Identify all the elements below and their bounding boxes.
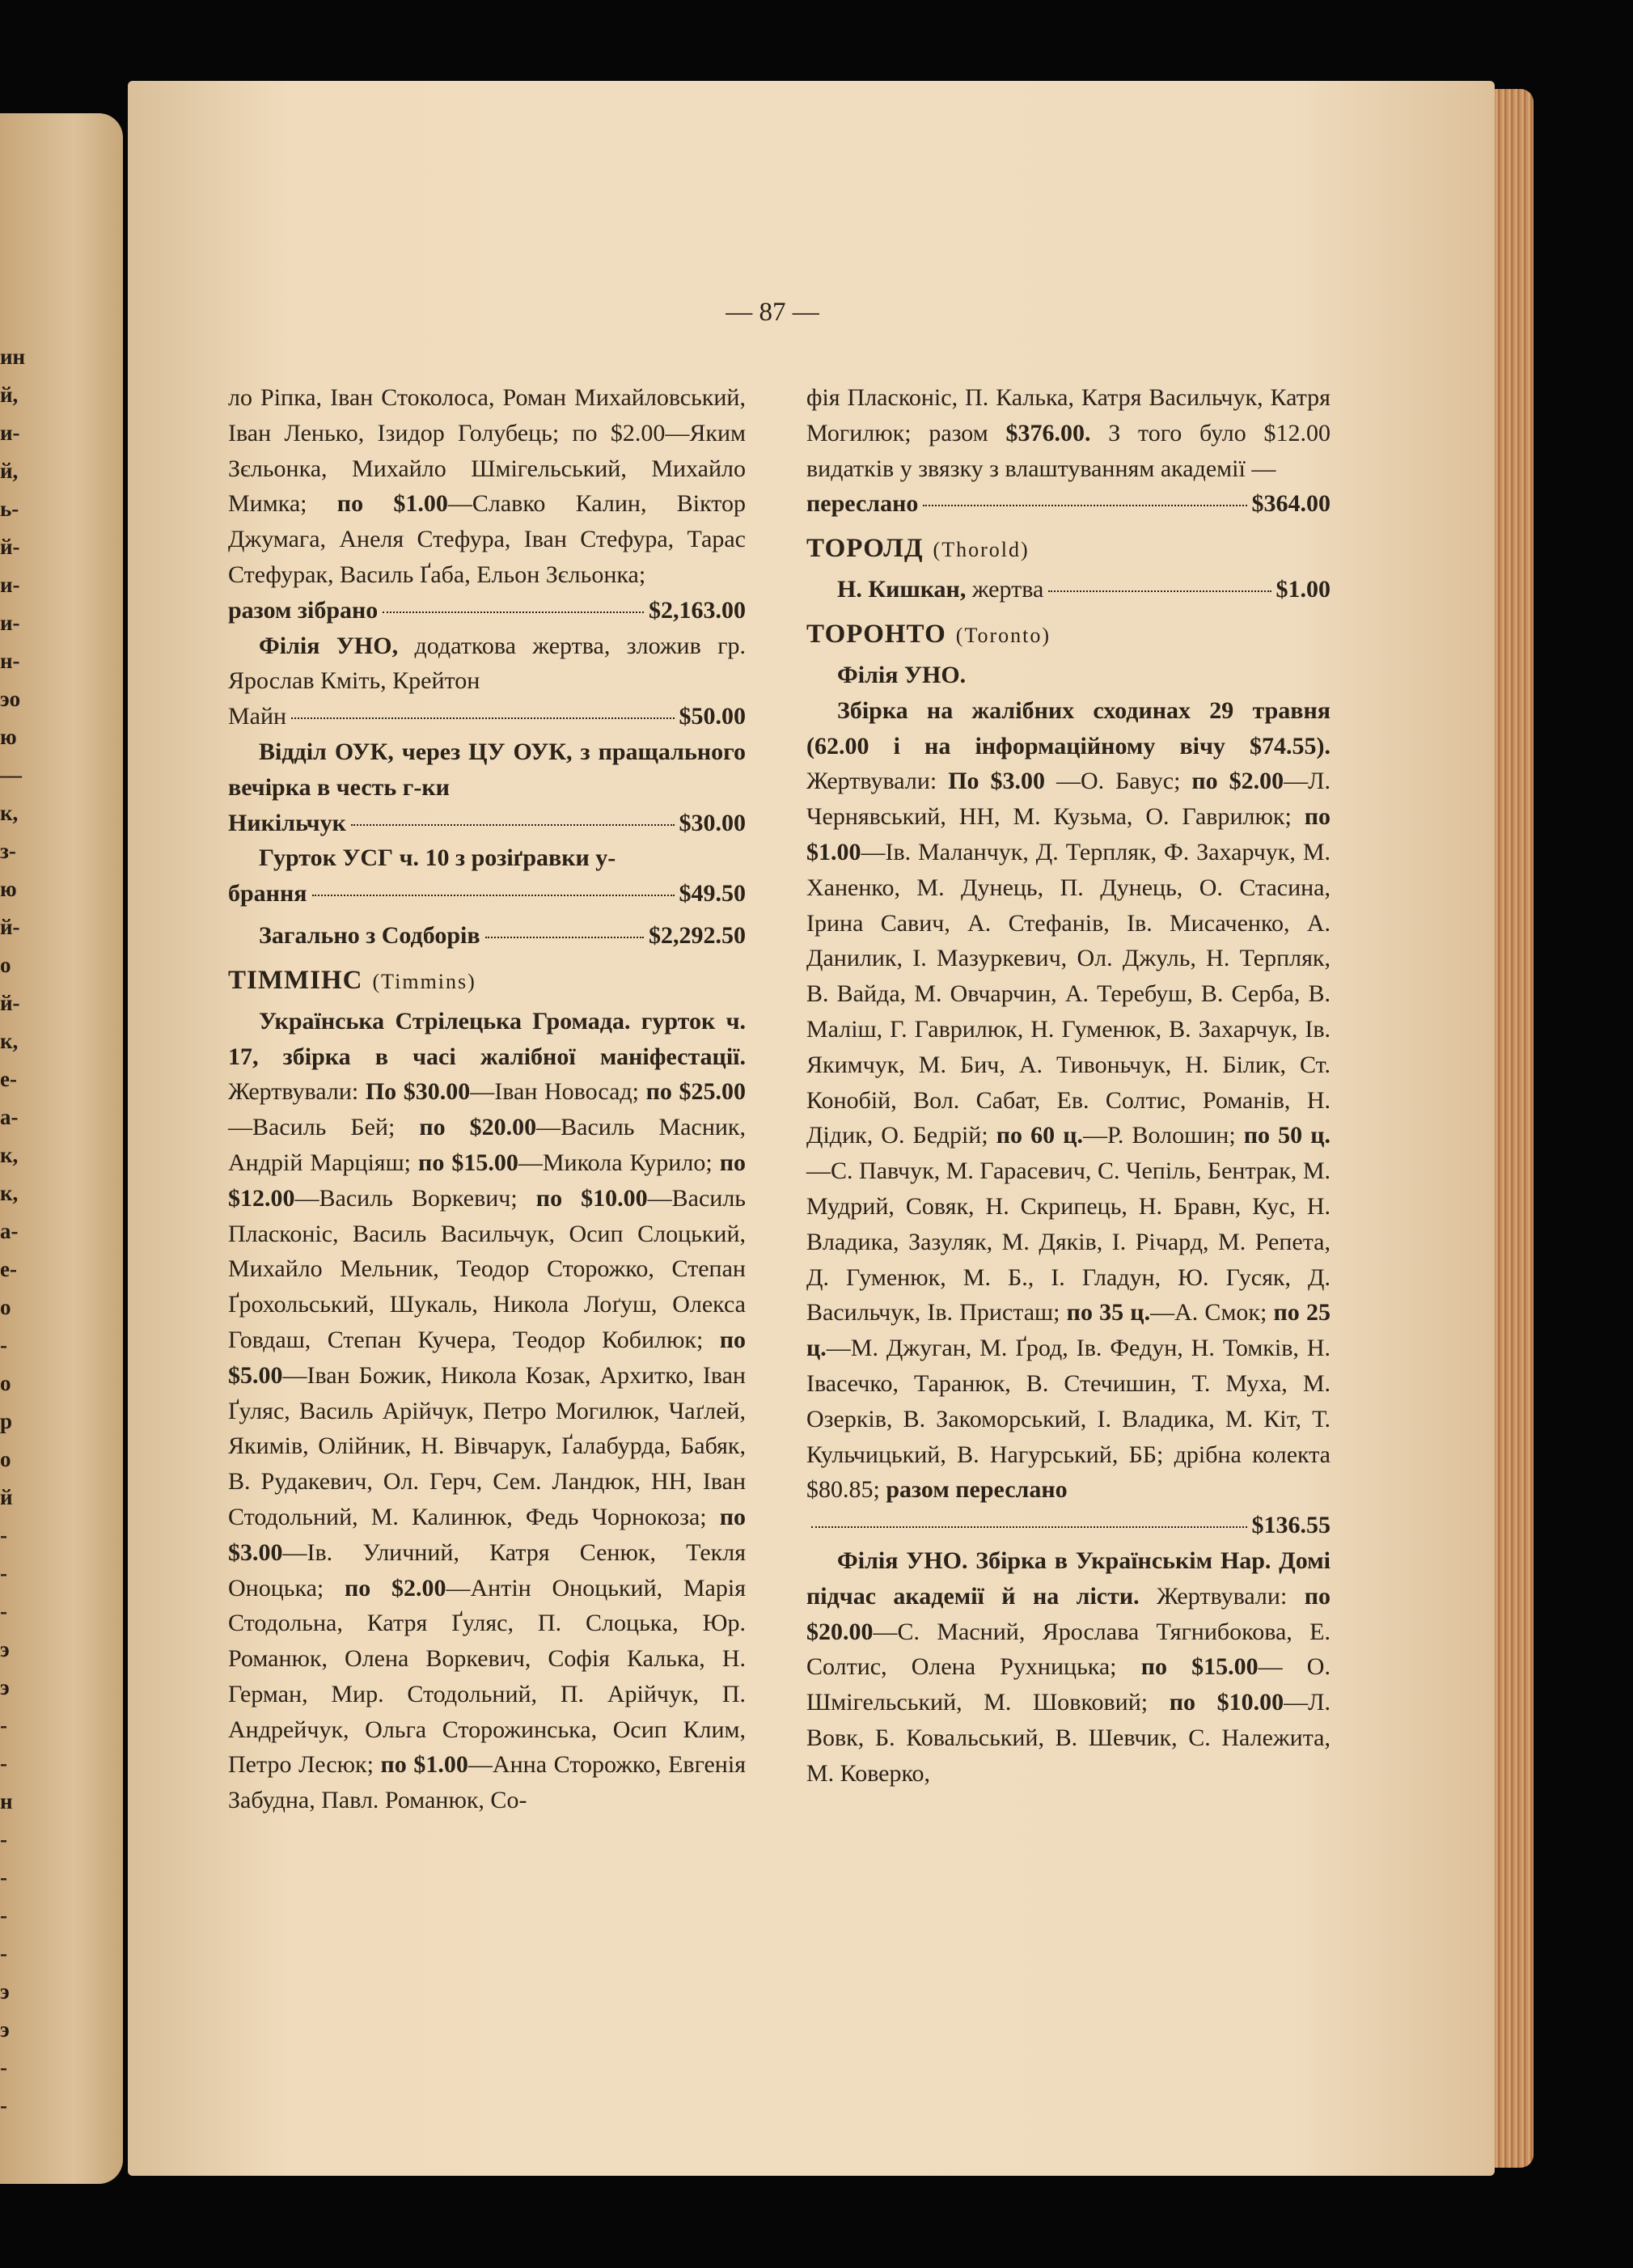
left-page-fragment: е- [0,1067,17,1091]
left-page-fragment: - [0,1751,7,1775]
left-page-fragment: й, [0,383,19,407]
total-line: переслано $364.00 [806,490,1331,518]
paragraph: Відділ ОУК, через ЦУ ОУК, з пращального вечірка в честь г-ки [228,738,746,801]
left-page-fragment: - [0,1713,7,1737]
page-stack-edge [1495,89,1534,2168]
left-page-fragment: - [0,1561,7,1585]
left-page-fragment: а- [0,1105,19,1129]
left-page-fragment: к, [0,1181,19,1205]
left-page-fragment: о [0,1295,11,1319]
left-page-fragment: ю [0,725,17,749]
left-page-fragment: ю [0,877,17,901]
section-heading: ТОРОНТО (Toronto) [806,619,1051,649]
left-page-fragment: е- [0,1257,17,1281]
left-page-fragment: — [0,763,22,787]
left-page-fragments [0,338,32,2125]
left-page-fragment: - [0,1333,7,1357]
total-line: разом зібрано $2,163.00 [228,596,746,624]
paragraph: фія Пласконіс, П. Калька, Катря Васильчук, Катря Могилюк; разом $376.00. З того було $12.00 видатків у звязку з влаштуванням академії — [806,384,1331,482]
total-line: Майн $50.00 [228,703,746,730]
paragraph: ло Ріпка, Іван Стоколоса, Роман Михайловський, Іван Ленько, Ізидор Голубець; по $2.00—Яким Зєльонка, Михайло Шмігельський, Михайло Мимка; по $1.00—Славко Калин, Віктор Джумага, Анеля Стефура, Іван Стефура, Тарас Стефурак, Василь Ґаба, Ельон Зєльонка; [228,384,746,588]
total-line: Н. Кишкан, жертва $1.00 [837,576,1331,603]
left-page-fragment: - [0,2055,7,2080]
left-page-fragment: - [0,1523,7,1547]
right-column [806,380,1331,1791]
left-page-fragment: й, [0,459,19,483]
left-page-fragment: р [0,1409,13,1433]
left-page-fragment: о [0,1371,11,1395]
grand-total-line: Загально з Содборів $2,292.50 [259,921,746,949]
paragraph: Українська Стрілецька Громада. гурток ч. 17, збірка в часі жалібної маніфестації. Жертвували: По $30.00—Іван Новосад; по $25.00—Василь Бей; по $20.00—Василь Масник, Андрій Марціяш; по $15.00—Микола Курило; по $12.00—Василь Воркевич; по $10.00—Василь Пласконіс, Василь Васильчук, Осип Слоцький, Михайло Мельник, Теодор Сторожко, Степан Ґрохольський, Шукаль, Никола Лоґуш, Олекса Говдаш, Степан Кучера, Теодор Кобилюк; по $5.00—Іван Божик, Никола Козак, Архитко, Іван Ґуляс, Василь Арійчук, Петро Могилюк, Чаґлей, Якимів, Олійник, Н. Вівчарук, Ґалабурда, Бабяк, В. Рудакевич, Ол. Герч, Сем. Ландюк, НН, Іван Стодольний, М. Калинюк, Федь Чорнокоза; по $3.00—Ів. Уличний, Катря Сенюк, Текля Оноцька; по $2.00—Антін Оноцький, Марія Стодольна, Катря Ґуляс, П. Слоцька, Юр. Романюк, Олена Воркевич, Софія Калька, Н. Герман, Мир. Стодольний, П. Арійчук, П. Андрейчук, Ольга Сторожинська, Осип Клим, Петро Лесюк; по $1.00—Анна Сторожко, Евгенія Забудна, Павл. Романюк, Со- [228,1007,746,1814]
paragraph: Гурток УСГ ч. 10 з розіґравки у- [259,844,616,872]
left-page-fragment: - [0,1865,7,1889]
left-page-fragment: ин [0,345,26,369]
left-page-fragment: й- [0,991,20,1015]
left-page-fragment: э [0,1637,10,1661]
total-line: Никільчук $30.00 [228,809,746,836]
left-page-fragment: - [0,1903,7,1927]
left-page-fragment: и- [0,573,20,597]
total-line: брання $49.50 [228,880,746,908]
left-page-fragment: й [0,1485,13,1509]
subheading: Філія УНО. [837,661,967,688]
left-page-fragment: эо [0,687,21,711]
left-page-fragment: и- [0,611,20,635]
paragraph: Філія УНО, додаткова жертва, зложив гр. Ярослав Кміть, Крейтон [228,632,746,695]
total-line: $136.55 [806,1508,1331,1543]
left-page-fragment: й- [0,535,20,559]
paragraph: Збірка на жалібних сходинах 29 травня (62.00 і на інформаційному вічу $74.55). Жертвували: По $3.00 —О. Бавус; по $2.00—Л. Чернявський, НН, М. Кузьма, О. Гаврилюк; по $1.00—Ів. Маланчук, Д. Терпляк, Ф. Захарчук, М. Ханенко, М. Дунець, П. Дунець, О. Стасина, Ірина Савич, А. Стефанів, Ів. Мисаченко, А. Данилик, І. Мазуркевич, Ол. Джуль, Н. Терпляк, В. Вайда, М. Овчарчин, А. Теребуш, В. Серба, В. Маліш, Г. Гаврилюк, Н. Гуменюк, В. Захарчук, Ів. Якимчук, М. Бич, А. Тивоньчук, Н. Білик, Ст. Конобій, Вол. Сабат, Ев. Солтис, Романів, Н. Дідик, О. Бедрій; по 60 ц.—Р. Волошин; по 50 ц.—С. Павчук, М. Гарасевич, С. Чепіль, Бентрак, М. Мудрий, Совяк, Н. Скрипець, Н. Бравн, Кус, Н. Владика, Зазуляк, М. Дяків, І. Річард, М. Репета, Д. Гуменюк, М. Б., І. Гладун, Ю. Гусяк, Д. Васильчук, Ів. Присташ; по 35 ц.—А. Смок; по 25 ц.—М. Джуган, М. Ґрод, Ів. Федун, Н. Томків, Н. Івасечко, Таранюк, В. Стечишин, Т. Муха, М. Озерків, В. Закоморський, І. Владика, М. Кіт, Т. Кульчицький, В. Нагурський, ББ; дрібна колекта $80.85; разом переслано [806,696,1331,1504]
left-page-fragment: э [0,2017,10,2042]
left-page-fragment: о [0,1447,11,1471]
left-page-fragment: н [0,1789,13,1813]
section-heading: ТОРОЛД (Thorold) [806,534,1030,564]
left-page-fragment: й- [0,915,20,939]
left-page-fragment: к, [0,1029,19,1053]
left-page-edge [0,113,123,2184]
page-number: — 87 — [726,298,819,327]
left-page-fragment: и- [0,421,20,445]
left-page-fragment: к, [0,1143,19,1167]
left-page-fragment: э [0,1675,10,1699]
left-page-fragment: - [0,1827,7,1851]
section-heading: ТІММІНС (Timmins) [228,965,476,995]
left-page-fragment: к, [0,801,19,825]
left-page-fragment: а- [0,1219,19,1243]
left-column [228,380,746,1818]
left-page-fragment: з- [0,839,16,863]
left-page-fragment: ь- [0,497,19,521]
left-page-fragment: э [0,1979,10,2004]
left-page-fragment: н- [0,649,20,673]
left-page-fragment: о [0,953,11,977]
left-page-fragment: - [0,2093,7,2118]
paragraph: Філія УНО. Збірка в Українськім Нар. Домі підчас академії й на лісти. Жертвували: по $20.00—С. Масний, Ярослава Тягнибокова, Е. Солтис, Олена Рухницька; по $15.00— О. Шмігельський, М. Шовковий; по $10.00—Л. Вовк, Б. Ковальський, В. Шевчик, С. Належита, М. Коверко, [806,1547,1331,1787]
left-page-fragment: - [0,1599,7,1623]
left-page-fragment: - [0,1941,7,1965]
